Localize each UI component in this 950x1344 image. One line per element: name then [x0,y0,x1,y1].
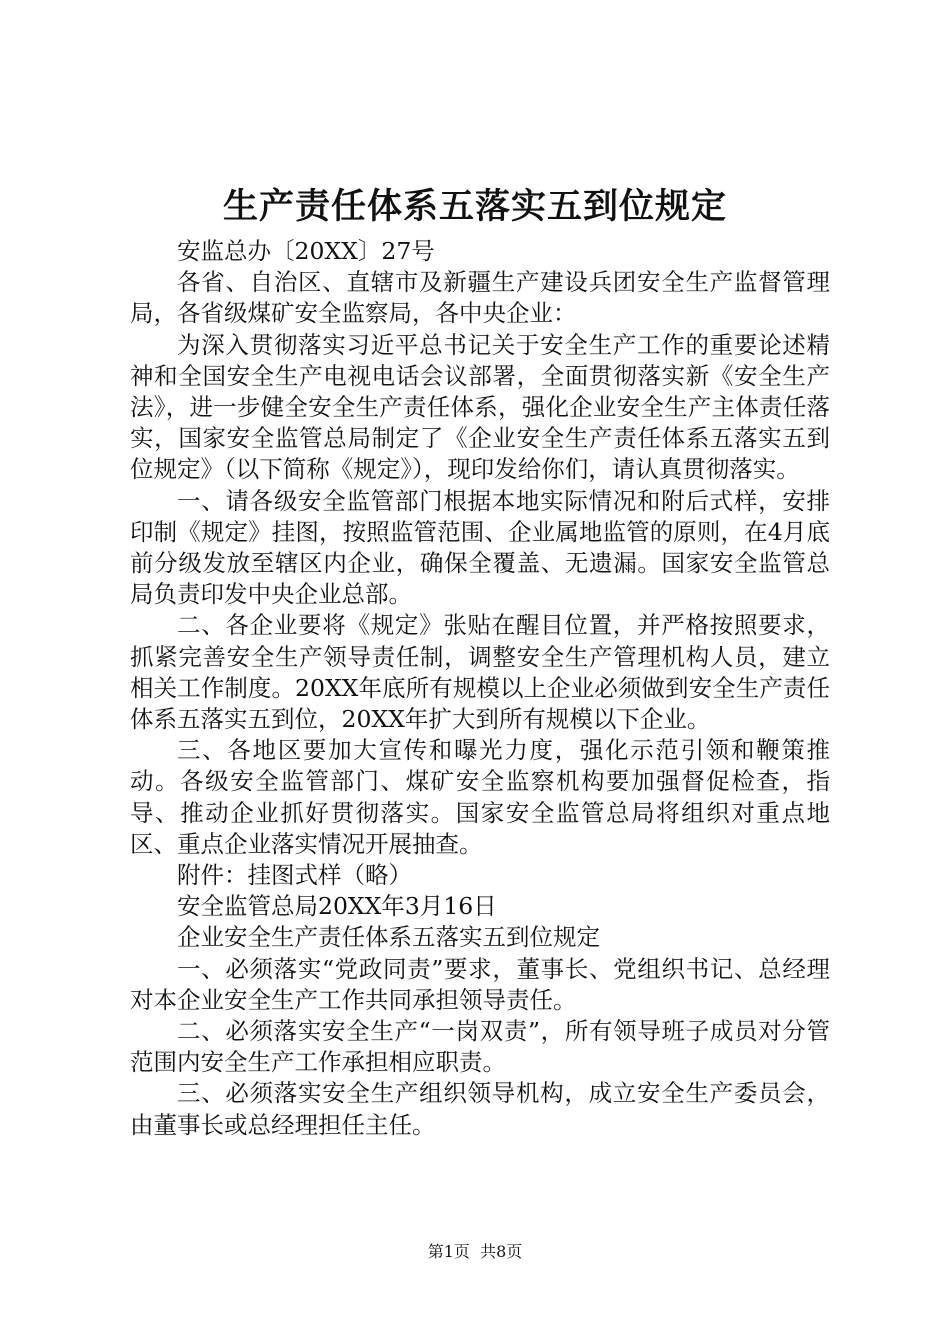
paragraph-intro: 为深入贯彻落实习近平总书记关于安全生产工作的重要论述精神和全国安全生产电视电话会议部署，全面贯彻落实新《安全生产法》，进一步健全安全生产责任体系，强化企业安全生产主体责任落实，国家安全监管总局制定了《企业安全生产责任体系五落实五到位规定》（以下简称《规定》），现印发给你们，请认真贯彻落实。 [130,330,830,484]
paragraph-item-3: 三、各地区要加大宣传和曝光力度，强化示范引领和鞭策推动。各级安全监管部门、煤矿安全监察机构要加强督促检查，指导、推动企业抓好贯彻落实。国家安全监管总局将组织对重点地区、重点企业落实情况开展抽查。 [130,736,830,858]
attachment-note: 附件：挂图式样（略） [177,861,412,890]
document-title: 生产责任体系五落实五到位规定 [222,186,727,227]
page-total: 共8页 [480,1242,523,1261]
page-footer [0,1240,950,1264]
document-body [130,236,830,1141]
regulation-item-1: 一、必须落实“党政同责”要求，董事长、党组织书记、总经理对本企业安全生产工作共同承担领导责任。 [130,954,830,1014]
paragraph-item-1: 一、请各级安全监管部门根据本地实际情况和附后式样，安排印制《规定》挂图，按照监管范围、企业属地监管的原则，在4月底前分级发放至辖区内企业，确保全覆盖、无遗漏。国家安全监管总局负责印发中央企业总部。 [130,486,830,609]
addressee: 各省、自治区、直辖市及新疆生产建设兵团安全生产监督管理局，各省级煤矿安全监察局，各中央企业： [130,268,830,328]
regulation-item-2: 二、必须落实安全生产“一岗双责”，所有领导班子成员对分管范围内安全生产工作承担相应职责。 [130,1017,830,1077]
regulation-subtitle: 企业安全生产责任体系五落实五到位规定 [177,923,600,952]
paragraph-item-2: 二、各企业要将《规定》张贴在醒目位置，并严格按照要求，抓紧完善安全生产领导责任制，调整安全生产管理机构人员，建立相关工作制度。20XX年底所有规模以上企业必须做到安全生产责任体系五落实五到位，20XX年扩大到所有规模以下企业。 [130,611,830,734]
issuer-date: 安全监管总局20XX年3月16日 [177,892,497,921]
doc-number: 安监总办〔20XX〕27号 [177,237,435,265]
regulation-item-3: 三、必须落实安全生产组织领导机构，成立安全生产委员会，由董事长或总经理担任主任。 [130,1079,830,1139]
page-number: 第1页 [427,1242,470,1261]
